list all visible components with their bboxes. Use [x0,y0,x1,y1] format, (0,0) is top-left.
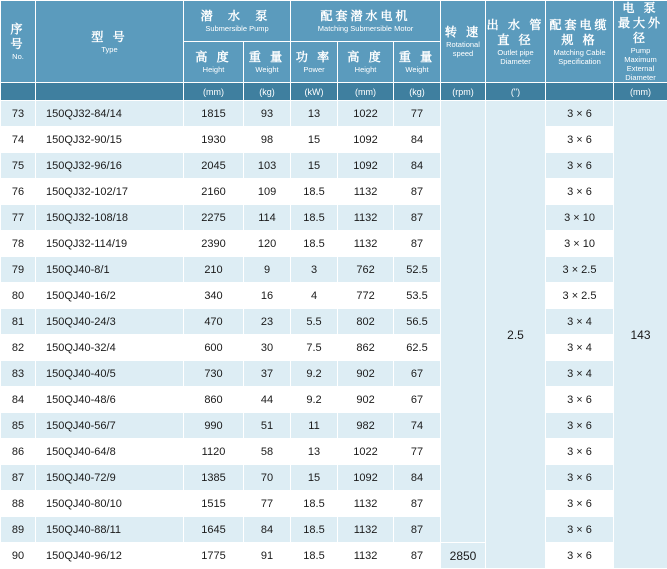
header-seq-en: No. [1,52,35,61]
row-motor-power: 3 [291,257,338,283]
row-pump-weight: 37 [244,361,291,387]
row-model: 150QJ40-56/7 [36,413,184,439]
row-motor-weight: 87 [394,543,441,569]
header-cable-en: Matching Cable Specification [546,48,613,66]
row-motor-weight: 87 [394,205,441,231]
header-pump-group [184,1,291,42]
row-seq: 73 [1,101,36,127]
row-pump-height: 1775 [184,543,244,569]
header-outlet [486,1,546,83]
row-pump-height: 860 [184,387,244,413]
row-motor-power: 15 [291,465,338,491]
header-speed-en: Rotational speed [441,40,485,58]
row-model: 150QJ40-96/12 [36,543,184,569]
row-motor-power: 18.5 [291,205,338,231]
row-model: 150QJ40-16/2 [36,283,184,309]
table-row [1,153,667,179]
row-cable: 3 × 10 [546,231,614,257]
header-motor-weight [394,42,441,83]
table-row [1,283,667,309]
unit-diameter: (mm) [614,83,667,101]
header-motor-en: Matching Submersible Motor [291,24,440,33]
header-motor-height-cn: 高 度 [338,50,393,65]
row-motor-weight: 77 [394,439,441,465]
row-motor-height: 1132 [338,231,394,257]
header-outlet-cn2: 直 径 [486,33,545,48]
row-motor-height: 902 [338,361,394,387]
row-cable: 3 × 6 [546,413,614,439]
header-motor-cn: 配套潜水电机 [291,9,440,24]
row-motor-height: 1092 [338,127,394,153]
row-cable: 3 × 6 [546,179,614,205]
header-motor-weight-en: Weight [394,65,440,74]
row-pump-weight: 77 [244,491,291,517]
row-motor-height: 772 [338,283,394,309]
row-pump-height: 340 [184,283,244,309]
row-pump-height: 470 [184,309,244,335]
row-pump-height: 1515 [184,491,244,517]
row-motor-power: 18.5 [291,517,338,543]
unit-outlet: (") [486,83,546,101]
row-seq: 80 [1,283,36,309]
row-model: 150QJ32-90/15 [36,127,184,153]
row-motor-height: 802 [338,309,394,335]
unit-motor-weight: (kg) [394,83,441,101]
row-cable: 3 × 6 [546,153,614,179]
row-seq: 85 [1,413,36,439]
row-pump-height: 990 [184,413,244,439]
table-row [1,101,667,127]
row-pump-height: 2275 [184,205,244,231]
row-model: 150QJ32-102/17 [36,179,184,205]
row-motor-power: 7.5 [291,335,338,361]
row-cable: 3 × 6 [546,465,614,491]
table-row [1,335,667,361]
row-seq: 79 [1,257,36,283]
row-motor-weight: 53.5 [394,283,441,309]
row-motor-height: 902 [338,387,394,413]
external-diameter-value: 143 [614,101,667,569]
row-seq: 84 [1,387,36,413]
table-row [1,257,667,283]
row-cable: 3 × 6 [546,439,614,465]
row-seq: 78 [1,231,36,257]
row-seq: 88 [1,491,36,517]
row-seq: 76 [1,179,36,205]
row-cable: 3 × 2.5 [546,257,614,283]
row-motor-power: 18.5 [291,179,338,205]
table-row [1,491,667,517]
row-pump-weight: 70 [244,465,291,491]
header-pump-height-cn: 高 度 [184,50,243,65]
row-seq: 74 [1,127,36,153]
row-pump-weight: 9 [244,257,291,283]
table-row [1,309,667,335]
row-motor-power: 18.5 [291,543,338,569]
row-cable: 3 × 6 [546,491,614,517]
row-motor-weight: 84 [394,127,441,153]
row-cable: 3 × 2.5 [546,283,614,309]
header-cable-cn1: 配套电缆 [546,18,613,33]
table-row [1,205,667,231]
row-motor-weight: 87 [394,179,441,205]
row-motor-power: 13 [291,439,338,465]
unit-model [36,83,184,101]
row-model: 150QJ40-72/9 [36,465,184,491]
row-motor-height: 1132 [338,543,394,569]
header-motor-power-cn: 功 率 [291,50,337,65]
row-pump-height: 1930 [184,127,244,153]
row-pump-weight: 51 [244,413,291,439]
row-cable: 3 × 6 [546,517,614,543]
header-model-en: Type [36,45,183,54]
row-cable: 3 × 4 [546,309,614,335]
row-cable: 3 × 6 [546,127,614,153]
table-row [1,361,667,387]
header-motor-height [338,42,394,83]
row-pump-weight: 93 [244,101,291,127]
row-motor-weight: 74 [394,413,441,439]
header-motor-power-en: Power [291,65,337,74]
table-row [1,231,667,257]
row-motor-weight: 87 [394,231,441,257]
row-pump-height: 730 [184,361,244,387]
row-pump-height: 2160 [184,179,244,205]
row-pump-height: 600 [184,335,244,361]
header-motor-weight-cn: 重 量 [394,50,440,65]
row-pump-height: 1120 [184,439,244,465]
row-seq: 77 [1,205,36,231]
header-speed [441,1,486,83]
row-motor-power: 15 [291,127,338,153]
row-motor-weight: 84 [394,153,441,179]
row-model: 150QJ40-64/8 [36,439,184,465]
row-motor-height: 1132 [338,179,394,205]
row-pump-weight: 120 [244,231,291,257]
row-pump-weight: 84 [244,517,291,543]
row-pump-weight: 114 [244,205,291,231]
row-pump-height: 2390 [184,231,244,257]
row-pump-weight: 58 [244,439,291,465]
row-motor-height: 1132 [338,491,394,517]
table-row [1,179,667,205]
row-motor-height: 1132 [338,205,394,231]
speed-value: 2850 [441,543,486,569]
header-model-cn: 型 号 [36,30,183,45]
outlet-diameter-value: 2.5 [486,101,546,569]
row-motor-power: 4 [291,283,338,309]
row-motor-power: 18.5 [291,231,338,257]
row-model: 150QJ40-32/4 [36,335,184,361]
header-pump-height [184,42,244,83]
row-seq: 90 [1,543,36,569]
table-row [1,439,667,465]
header-diameter-cn2: 最大外径 [614,16,667,46]
header-pump-en: Submersible Pump [184,24,290,33]
header-diameter [614,1,667,83]
header-pump-weight-en: Weight [244,65,290,74]
unit-pump-height: (mm) [184,83,244,101]
row-model: 150QJ32-84/14 [36,101,184,127]
row-model: 150QJ40-80/10 [36,491,184,517]
unit-cable [546,83,614,101]
row-seq: 86 [1,439,36,465]
table-row [1,413,667,439]
row-motor-height: 862 [338,335,394,361]
unit-pump-weight: (kg) [244,83,291,101]
speed-merged-blank [441,101,486,543]
header-speed-cn: 转 速 [441,25,485,40]
unit-motor-power: (kW) [291,83,338,101]
unit-motor-height: (mm) [338,83,394,101]
row-model: 150QJ40-88/11 [36,517,184,543]
row-motor-height: 1132 [338,517,394,543]
row-pump-weight: 109 [244,179,291,205]
row-motor-height: 982 [338,413,394,439]
row-cable: 3 × 4 [546,361,614,387]
header-seq [1,1,36,83]
row-model: 150QJ40-48/6 [36,387,184,413]
row-pump-weight: 23 [244,309,291,335]
row-cable: 3 × 4 [546,335,614,361]
row-motor-height: 1022 [338,101,394,127]
row-motor-weight: 52.5 [394,257,441,283]
row-motor-weight: 56.5 [394,309,441,335]
header-seq-cn: 序 号 [1,22,35,52]
row-seq: 89 [1,517,36,543]
row-model: 150QJ40-40/5 [36,361,184,387]
row-model: 150QJ40-24/3 [36,309,184,335]
row-seq: 75 [1,153,36,179]
row-pump-weight: 103 [244,153,291,179]
row-pump-weight: 91 [244,543,291,569]
row-motor-power: 5.5 [291,309,338,335]
header-outlet-cn1: 出 水 管 [486,18,545,33]
header-motor-height-en: Height [338,65,393,74]
row-motor-height: 1092 [338,153,394,179]
row-motor-power: 15 [291,153,338,179]
header-diameter-en: Pump Maximum External Diameter [614,46,667,82]
row-pump-height: 1645 [184,517,244,543]
row-pump-height: 1385 [184,465,244,491]
header-pump-weight [244,42,291,83]
row-motor-weight: 84 [394,465,441,491]
header-cable-cn2: 规 格 [546,33,613,48]
header-diameter-cn1: 电 泵 [614,1,667,16]
row-pump-weight: 98 [244,127,291,153]
row-motor-weight: 77 [394,101,441,127]
header-motor-power [291,42,338,83]
row-motor-power: 18.5 [291,491,338,517]
row-pump-weight: 16 [244,283,291,309]
row-motor-height: 762 [338,257,394,283]
header-pump-weight-cn: 重 量 [244,50,290,65]
row-motor-power: 11 [291,413,338,439]
row-cable: 3 × 10 [546,205,614,231]
row-pump-height: 210 [184,257,244,283]
row-motor-weight: 67 [394,387,441,413]
header-motor-group [291,1,441,42]
row-model: 150QJ32-96/16 [36,153,184,179]
row-model: 150QJ40-8/1 [36,257,184,283]
row-cable: 3 × 6 [546,543,614,569]
row-motor-height: 1022 [338,439,394,465]
row-motor-height: 1092 [338,465,394,491]
unit-seq [1,83,36,101]
table-row [1,387,667,413]
row-cable: 3 × 6 [546,387,614,413]
header-cable [546,1,614,83]
row-motor-power: 9.2 [291,387,338,413]
row-seq: 83 [1,361,36,387]
row-seq: 82 [1,335,36,361]
table-body [1,101,667,569]
table-row [1,517,667,543]
row-pump-height: 1815 [184,101,244,127]
row-motor-power: 13 [291,101,338,127]
table-row [1,127,667,153]
row-pump-height: 2045 [184,153,244,179]
row-motor-weight: 62.5 [394,335,441,361]
table-row [1,543,667,569]
header-pump-cn: 潜 水 泵 [184,9,290,24]
header-outlet-en: Outlet pipe Diameter [486,48,545,66]
row-motor-weight: 87 [394,491,441,517]
header-pump-height-en: Height [184,65,243,74]
row-model: 150QJ32-108/18 [36,205,184,231]
row-model: 150QJ32-114/19 [36,231,184,257]
unit-speed: (rpm) [441,83,486,101]
row-motor-weight: 87 [394,517,441,543]
row-pump-weight: 44 [244,387,291,413]
row-pump-weight: 30 [244,335,291,361]
row-seq: 87 [1,465,36,491]
row-cable: 3 × 6 [546,101,614,127]
row-motor-power: 9.2 [291,361,338,387]
header-model [36,1,184,83]
row-seq: 81 [1,309,36,335]
table-row [1,465,667,491]
row-motor-weight: 67 [394,361,441,387]
